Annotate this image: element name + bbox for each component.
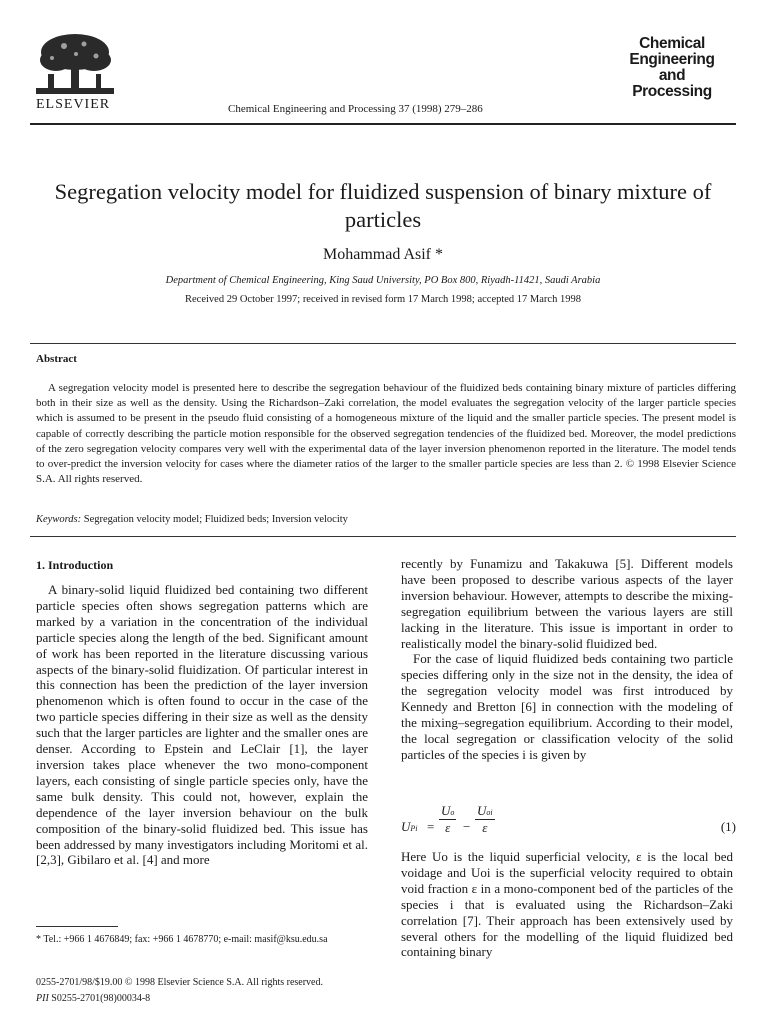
keywords-label: Keywords: — [36, 514, 82, 525]
section-heading: 1. Introduction — [36, 558, 114, 572]
journal-reference: Chemical Engineering and Processing 37 (1998) 279–286 — [228, 103, 483, 115]
journal-title-line: Chemical — [639, 35, 705, 52]
keywords — [36, 514, 348, 525]
author-footnote: * Tel.: +966 1 4676849; fax: +966 1 4678770; e-mail: masif@ksu.edu.sa — [36, 934, 328, 945]
received-dates: Received 29 October 1997; received in revised form 17 March 1998; accepted 17 March 1998 — [185, 294, 581, 305]
pii-label: PII — [36, 993, 49, 1004]
author-affiliation: Department of Chemical Engineering, King Saud University, PO Box 800, Riyadh-11421, Saudi Arabia — [165, 275, 601, 286]
abstract-heading: Abstract — [36, 353, 77, 365]
right-column-bottom — [401, 849, 733, 960]
header-rule — [30, 123, 736, 125]
article-title: Segregation velocity model for fluidized suspension of binary mixture of particles — [54, 179, 712, 232]
equation-1 — [401, 803, 736, 845]
intro-paragraph-2: For the case of liquid fluidized beds containing two particle species differing only in the size not in the density, the idea of the segregation velocity model was first introduced by Kennedy and Bretton [6] in connection with the modeling of the mixing–segregation equilibrium. According to their model, the local segregation or classification velocity of the solid particles of the species i is given by — [401, 651, 733, 762]
journal-title-logo — [616, 36, 728, 100]
abstract-bottom-rule — [30, 536, 736, 537]
equation-fraction-1: $\frac{Uo}{\varepsilon}$ — [441, 803, 455, 835]
equation-lhs: UPi — [401, 819, 418, 834]
left-column — [36, 582, 368, 868]
keywords-list: Segregation velocity model; Fluidized beds; Inversion velocity — [83, 514, 348, 525]
equation-number: (1) — [720, 819, 736, 834]
intro-paragraph-1-continued: recently by Funamizu and Takakuwa [5]. Different models have been proposed to describe various aspects of the layer inversion behaviour. However, attempts to describe the mixing-segregation equilibrium between the various layers are still lacking in the literature. This issue is important in order to realistically model the binary-solid fluidized bed. — [401, 556, 733, 651]
publisher-name: ELSEVIER — [36, 97, 111, 112]
copyright-line: 0255-2701/98/$19.00 © 1998 Elsevier Science S.A. All rights reserved. — [36, 977, 323, 988]
journal-title-line: Processing — [632, 83, 712, 100]
author-name: Mohammad Asif * — [323, 246, 443, 263]
journal-title-line: and — [658, 67, 686, 84]
pii-line — [36, 993, 150, 1004]
equation-minus: − — [463, 819, 471, 834]
journal-title-line: Engineering — [629, 51, 715, 68]
equation-fraction-2: Uoi ε — [477, 803, 493, 835]
equation-equals: = — [427, 819, 435, 834]
right-column-top — [401, 556, 733, 763]
intro-paragraph-1: A binary-solid liquid fluidized bed containing two different particle species often shows segregation patterns which are marked by a variation in the concentration of the individual particle species along the length of the bed. Significant amount of work has been reported in the literature discussing various aspects of the binary-solid fluidization. Of particular interest in this connection has been the prediction of the layer inversion phenomenon which is often found to occur in the case of the two particle species differing in their size as well as the density such that the larger particles are lighter and the smaller ones are denser. According to Epstein and LeClair [1], the layer inversion takes place whenever the two mono-component layers, each consisting of single particle species only, have the same bulk density. This could not, however, explain the dependence of the layer inversion behaviour on the bulk composition of the binary-solid fluidized bed. This issue has been addressed by many investigators including Moritomi et al. [2,3], Gibilaro et al. [4] and more — [36, 582, 368, 868]
abstract-top-rule — [30, 343, 736, 344]
footnote-rule — [36, 926, 118, 927]
abstract-text: A segregation velocity model is presented here to describe the segregation behaviour of the fluidized beds containing binary mixture of particles differing both in their size as well as the density. Using the Richardson–Zaki correlation, the model evaluates the segregation velocity of the larger particle species which is assumed to be present in the pseudo fluid consisting of a homogeneous mixture of the liquid and the smaller particle species. The present model is capable of correctly describing the particle motion responsible for the observed segregation tendencies of the fluidized bed. Moreover, the model predictions of the zero segregation velocity compares very well with the experimental data of the layer inversion phenomenon reported in the literature. The model tends to over-predict the inversion velocity for cases where the diameter ratios of the larger to the smaller particle species are less than 2. © 1998 Elsevier Science S.A. All rights reserved. — [36, 382, 736, 486]
intro-paragraph-3: Here Uo is the liquid superficial velocity, ε is the local bed voidage and Uoi is the superficial velocity required to obtain void fraction ε in a mono-component bed of the particles of the species i that is evaluated using the Richardson–Zaki correlation [7]. Their approach has been extensively used by several others for the modelling of the liquid fluidized bed containing binary — [401, 849, 733, 960]
pii-value: S0255-2701(98)00034-8 — [51, 993, 151, 1004]
